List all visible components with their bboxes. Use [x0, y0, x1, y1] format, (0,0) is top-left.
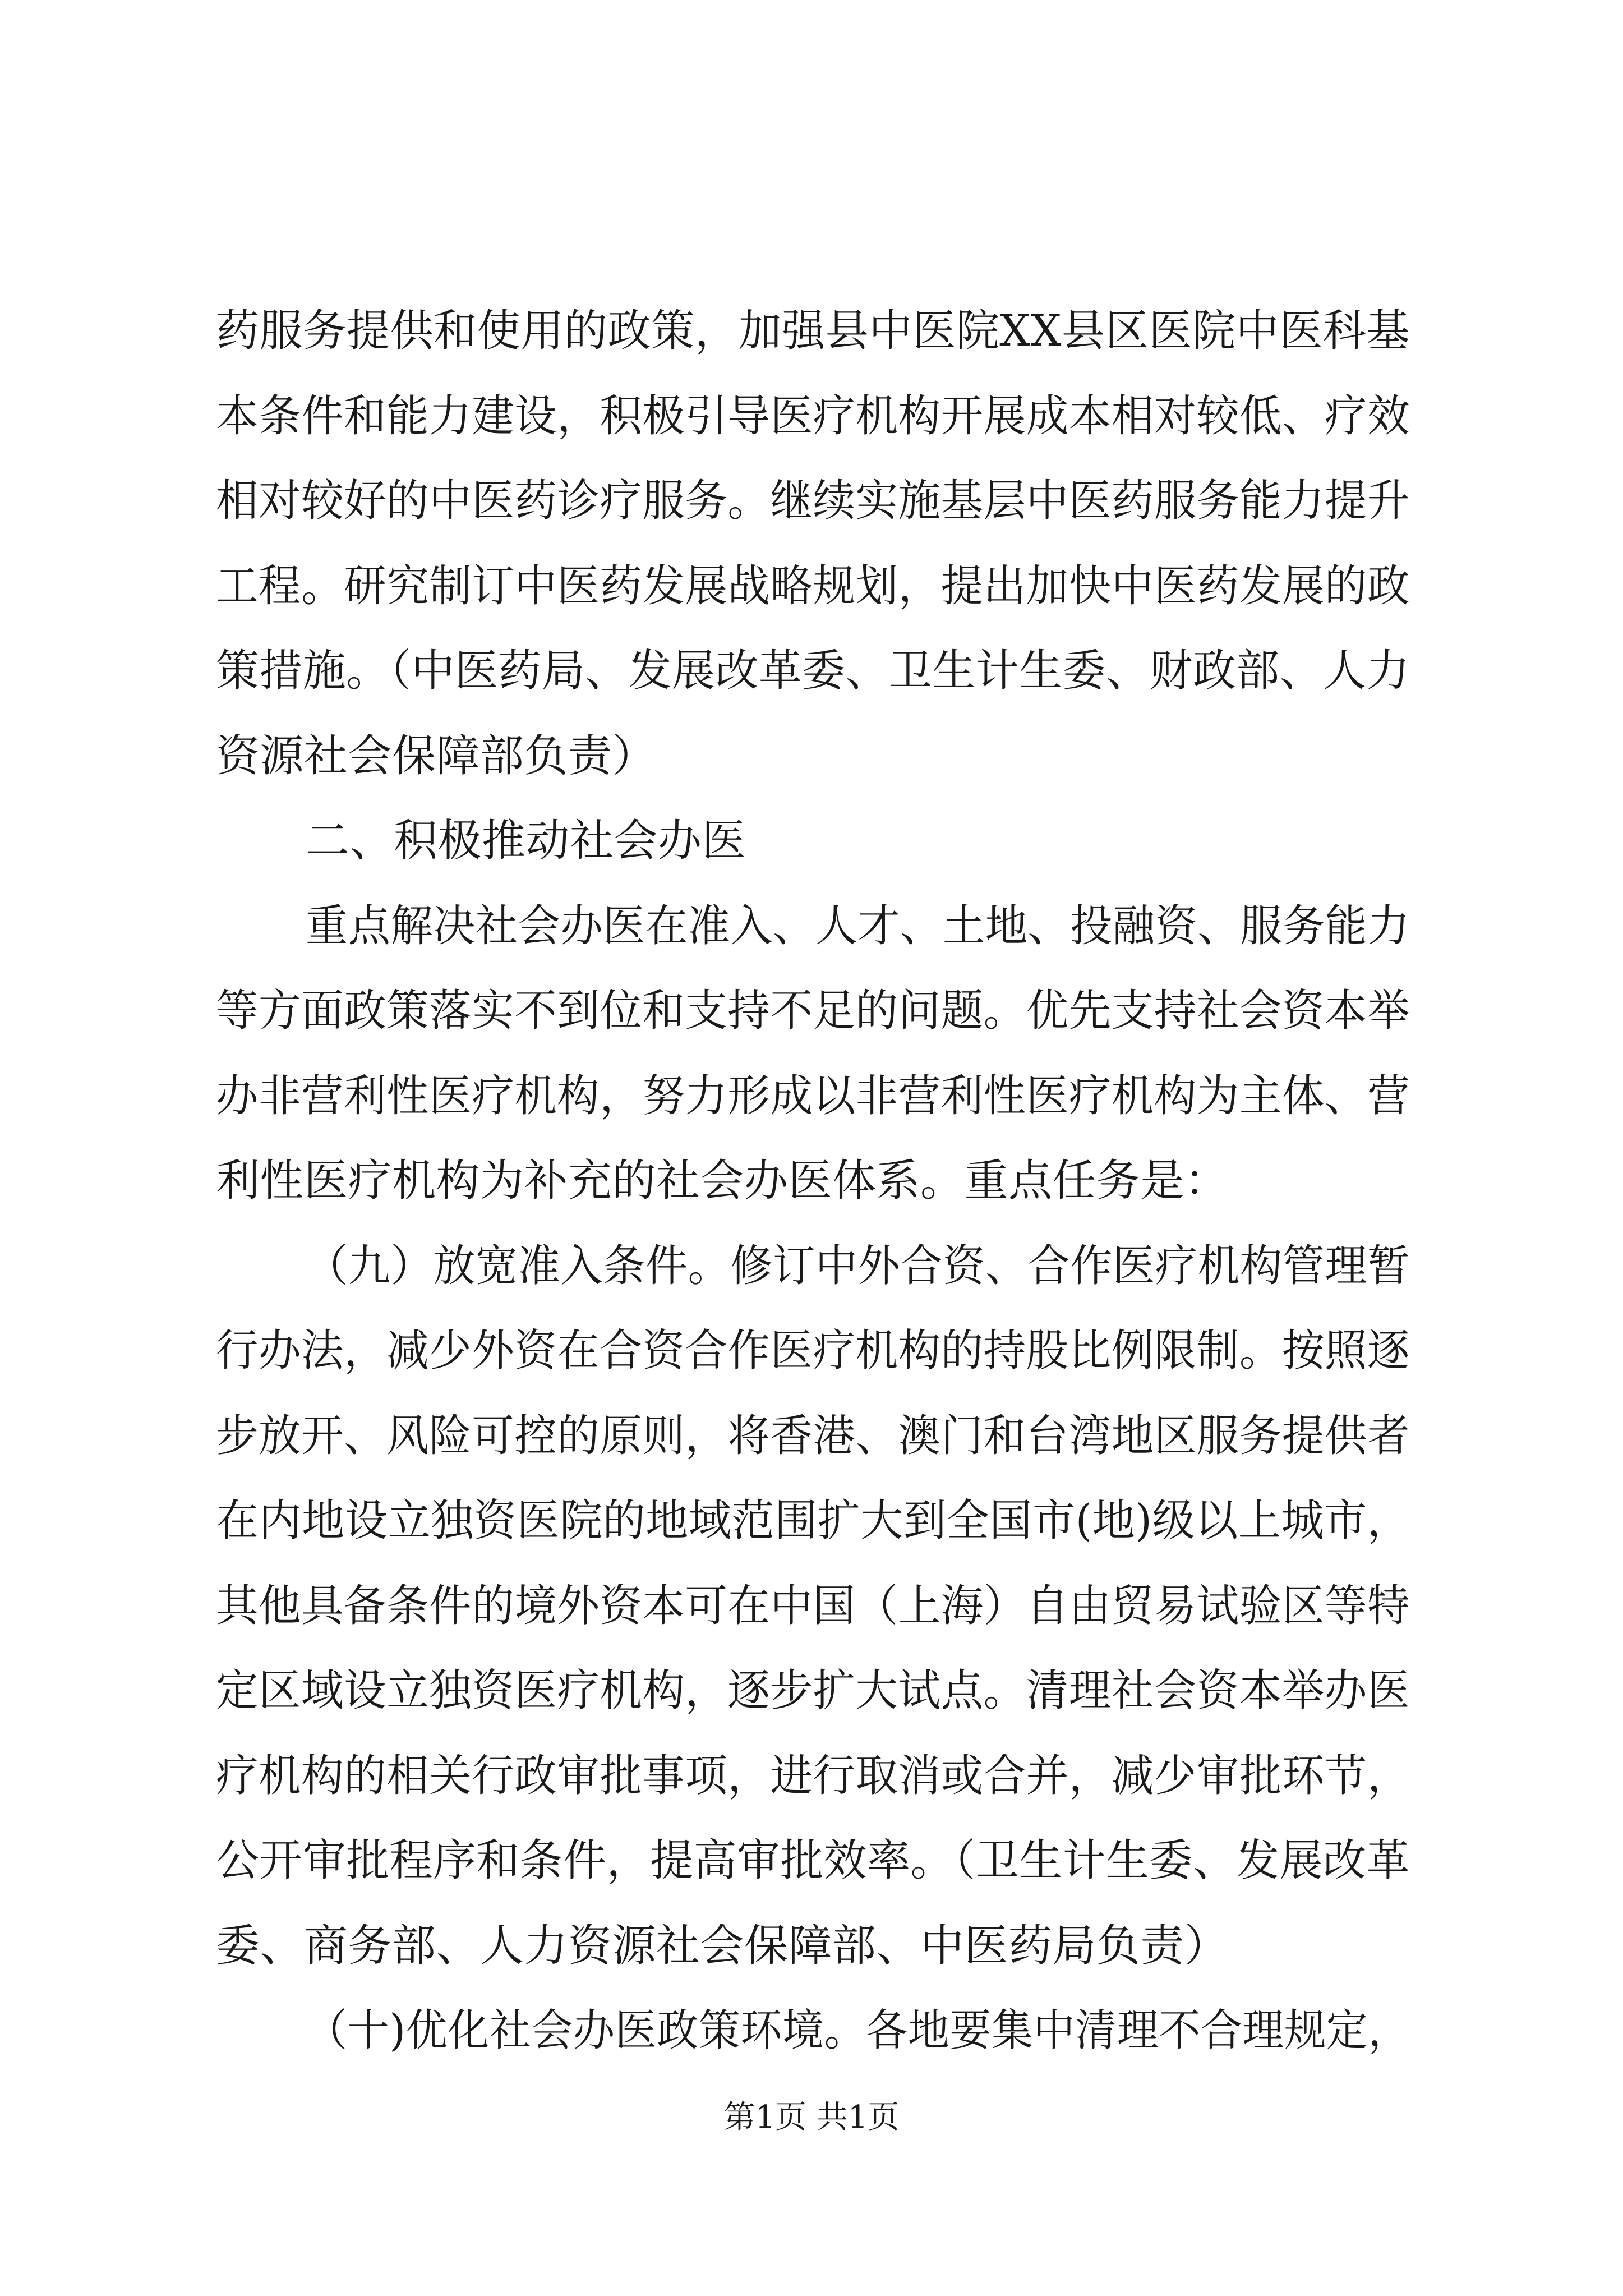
- body-text-line: 在内地设立独资医院的地域范围扩大到全国市(地)级以上城市，: [216, 1496, 1410, 1546]
- body-text-line: 策措施。（中医药局、发展改革委、卫生计生委、财政部、人力: [216, 646, 1410, 696]
- body-text-line: 行办法，减少外资在合资合作医疗机构的持股比例限制。按照逐: [216, 1326, 1410, 1376]
- body-text-line: 工程。研究制订中医药发展战略规划，提出加快中医药发展的政: [216, 561, 1410, 611]
- body-text-line: 步放开、风险可控的原则，将香港、澳门和台湾地区服务提供者: [216, 1411, 1410, 1461]
- body-text-line: 药服务提供和使用的政策，加强县中医院XX县区医院中医科基: [216, 306, 1410, 356]
- section-heading: 二、积极推动社会办医: [306, 816, 746, 866]
- body-text-line: 本条件和能力建设，积极引导医疗机构开展成本相对较低、疗效: [216, 391, 1410, 441]
- body-text-line: 相对较好的中医药诊疗服务。继续实施基层中医药服务能力提升: [216, 476, 1410, 526]
- body-text-line: 公开审批程序和条件，提高审批效率。（卫生计生委、发展改革: [216, 1835, 1410, 1886]
- body-text-line: 其他具备条件的境外资本可在中国（上海）自由贸易试验区等特: [216, 1581, 1410, 1631]
- page-number-footer: 第1页 共1页: [723, 2099, 900, 2136]
- paragraph-first-line: 重点解决社会办医在准入、人才、土地、投融资、服务能力: [306, 901, 1410, 951]
- body-text-line: 等方面政策落实不到位和支持不足的问题。优先支持社会资本举: [216, 986, 1410, 1036]
- paragraph-first-line: （九）放宽准入条件。修订中外合资、合作医疗机构管理暂: [306, 1241, 1410, 1291]
- body-text-line: 利性医疗机构为补充的社会办医体系。重点任务是：: [216, 1156, 1229, 1206]
- body-text-line: 定区域设立独资医疗机构，逐步扩大试点。清理社会资本举办医: [216, 1665, 1410, 1716]
- body-text-line: 办非营利性医疗机构，努力形成以非营利性医疗机构为主体、营: [216, 1071, 1410, 1121]
- body-text-line: 疗机构的相关行政审批事项，进行取消或合并，减少审批环节，: [216, 1751, 1410, 1801]
- paragraph-first-line: （十)优化社会办医政策环境。各地要集中清理不合理规定，: [306, 2005, 1410, 2056]
- body-text-line: 资源社会保障部负责）: [216, 731, 657, 781]
- body-text-line: 委、商务部、人力资源社会保障部、中医药局负责）: [216, 1921, 1229, 1971]
